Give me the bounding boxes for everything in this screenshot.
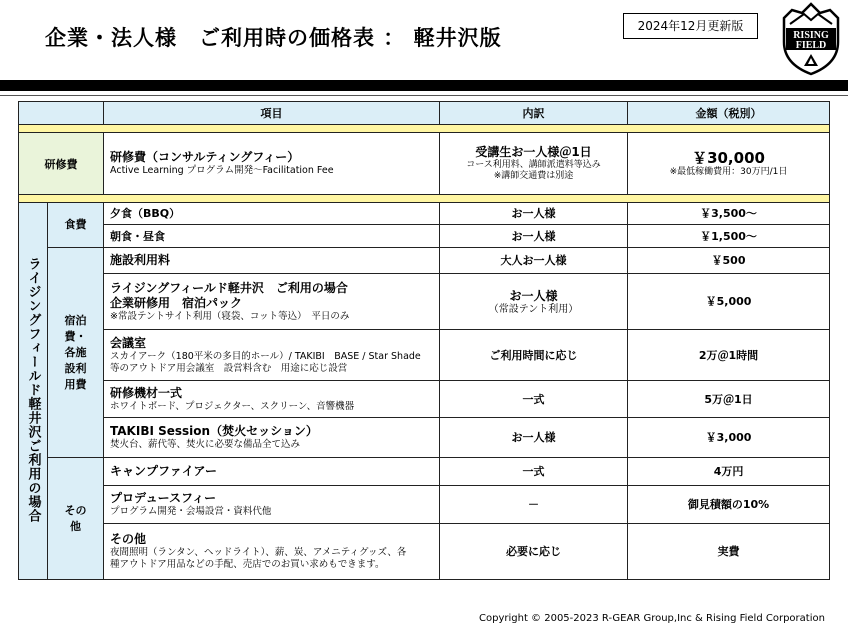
table-row (19, 203, 830, 225)
stay-detail: 大人お一人様 (440, 248, 628, 274)
food-price: ￥1,500～ (628, 225, 830, 248)
header-price: 金額（税別） (628, 102, 830, 125)
stay-price: 5万＠1日 (628, 381, 830, 418)
training-detail-note2: ※講師交通費は別途 (493, 171, 574, 181)
stay-item-cell: TAKIBI Session（焚火セッション） 焚火台、薪代等、焚火に必要な備品全て込み (104, 418, 440, 458)
table-header-row (19, 102, 830, 125)
stay-price: ￥500 (628, 248, 830, 274)
food-item: 朝食・昼食 (104, 225, 440, 248)
logo-text-field: FIELD (795, 40, 827, 51)
category-stay: 宿泊 費・ 各施 設利 用費 (48, 248, 104, 458)
stay-price: 2万＠1時間 (628, 330, 830, 381)
table-row (19, 248, 830, 274)
rising-field-logo (780, 2, 842, 76)
header-detail: 内訳 (440, 102, 628, 125)
header-rule-thin (0, 95, 848, 96)
group-label-rising-field: ライジングフィールド軽井沢ご利用の場合 (19, 203, 48, 580)
stay-item-cell: 会議室 スカイアーク（180平米の多目的ホール）/ TAKIBI BASE / Star Shade 等のアウトドア用会議室 設営料含む 用途に応じ設営 (104, 330, 440, 381)
training-price-note: ※最低稼働費用：30万円/1日 (669, 166, 788, 177)
stay-price: ￥5,000 (628, 274, 830, 330)
table-row (19, 381, 830, 418)
table-row-training (19, 133, 830, 195)
training-price: ￥30,000 (692, 148, 765, 167)
table-row (19, 458, 830, 486)
other-price: 実費 (628, 524, 830, 580)
table-row (19, 274, 830, 330)
training-item-main: 研修費（コンサルティングフィー） (110, 150, 300, 164)
update-badge: 2024年12月更新版 (623, 13, 758, 39)
header-rule (0, 80, 848, 91)
page-title: 企業・法人様 ご利用時の価格表 ： 軽井沢版 (45, 26, 502, 50)
stay-detail-cell: お一人様 （常設テント利用） (440, 274, 628, 330)
other-price: 御見積額の10% (628, 486, 830, 524)
other-price: 4万円 (628, 458, 830, 486)
training-price-cell (628, 133, 830, 195)
training-item-cell (104, 133, 440, 195)
price-table (18, 101, 830, 580)
training-detail-note1: コース利用料、講師派遣料等込み (466, 160, 601, 170)
stay-detail: ご利用時間に応じ (440, 330, 628, 381)
table-row (19, 524, 830, 580)
food-detail: お一人様 (440, 225, 628, 248)
food-item: 夕食（BBQ） (104, 203, 440, 225)
logo-text-rising: RISING (793, 30, 829, 41)
food-price: ￥3,500～ (628, 203, 830, 225)
spacer-row (19, 195, 830, 203)
other-detail: 必要に応じ (440, 524, 628, 580)
category-training: 研修費 (19, 133, 104, 195)
training-item-sub: Active Learning プログラム開発～Facilitation Fee (110, 165, 334, 176)
other-item-cell: キャンプファイアー (104, 458, 440, 486)
food-detail: お一人様 (440, 203, 628, 225)
table-row (19, 418, 830, 458)
header-blank (19, 102, 104, 125)
table-row (19, 225, 830, 248)
training-detail-main: 受講生お一人様＠1日 (475, 145, 592, 159)
stay-item-cell: 研修機材一式 ホワイトボード、プロジェクター、スクリーン、音響機器 (104, 381, 440, 418)
header-item: 項目 (104, 102, 440, 125)
stay-detail: 一式 (440, 381, 628, 418)
other-detail: 一式 (440, 458, 628, 486)
stay-item-cell: ライジングフィールド軽井沢 ご利用の場合 企業研修用 宿泊パック ※常設テントサイト利用（寝袋、コット等込） 平日のみ (104, 274, 440, 330)
other-item-cell: その他 夜間照明（ランタン、ヘッドライト）、薪、炭、アメニティグッズ、各 種アウトドア用品などの手配、売店でのお買い求めもできます。 (104, 524, 440, 580)
other-item-cell: プロデュースフィー プログラム開発・会場設営・資料代他 (104, 486, 440, 524)
stay-item-cell: 施設利用料 (104, 248, 440, 274)
other-detail: － (440, 486, 628, 524)
table-row (19, 486, 830, 524)
table-row (19, 330, 830, 381)
spacer-row (19, 125, 830, 133)
category-food: 食費 (48, 203, 104, 248)
training-detail-cell (440, 133, 628, 195)
stay-detail: お一人様 (440, 418, 628, 458)
category-other: その 他 (48, 458, 104, 580)
copyright: Copyright © 2005-2023 R-GEAR Group,Inc & Rising Field Corporation (479, 613, 825, 624)
stay-price: ￥3,000 (628, 418, 830, 458)
